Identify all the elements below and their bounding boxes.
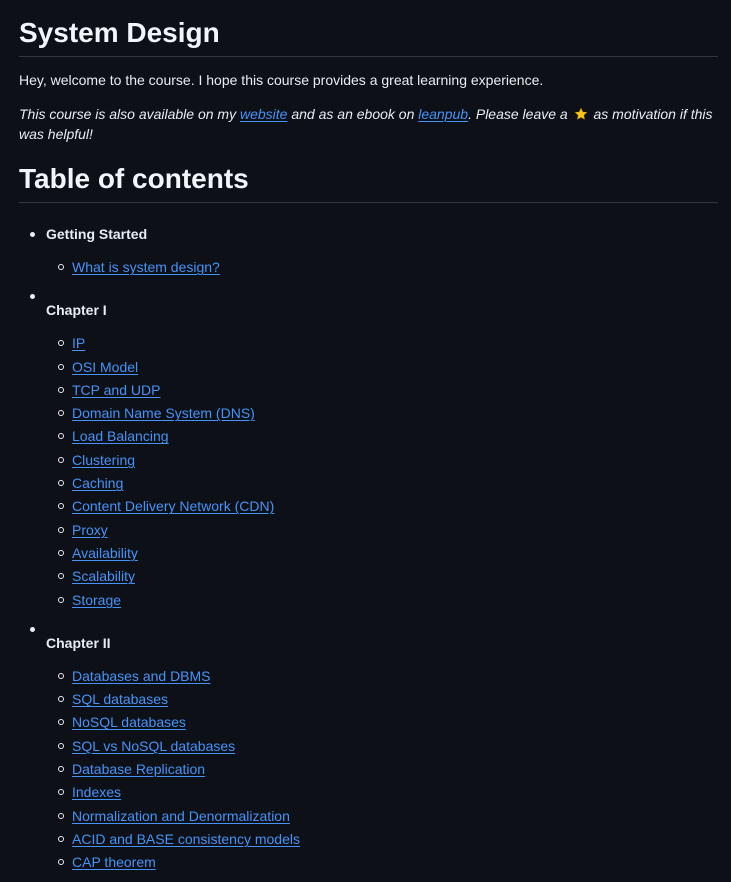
toc-section-chapter-ii xyxy=(19,619,718,876)
toc-subsection-list xyxy=(46,257,718,280)
toc-list-item xyxy=(46,666,718,689)
welcome-text: Hey, welcome to the course. I hope this course provides a great learning experience. xyxy=(19,72,544,88)
toc-link-tcp-and-udp[interactable]: TCP and UDP xyxy=(72,381,161,398)
toc-link-load-balancing[interactable]: Load Balancing xyxy=(72,428,169,445)
toc-list-item xyxy=(46,590,718,613)
toc-list-item xyxy=(46,782,718,805)
toc-list-item xyxy=(46,543,718,566)
table-of-contents xyxy=(19,224,718,876)
toc-link-what-is-system-design[interactable]: What is system design? xyxy=(72,259,220,275)
page-title: System Design xyxy=(19,0,718,57)
toc-link-databases-and-dbms[interactable]: Databases and DBMS xyxy=(72,667,211,684)
toc-link-sql-databases[interactable]: SQL databases xyxy=(72,691,168,708)
toc-list-item xyxy=(46,473,718,496)
toc-subsection-list xyxy=(46,666,718,876)
star-icon xyxy=(574,107,588,121)
toc-link-sql-vs-nosql-databases[interactable]: SQL vs NoSQL databases xyxy=(72,737,236,754)
toc-list-item xyxy=(46,689,718,712)
toc-list-item xyxy=(46,736,718,759)
toc-list-item xyxy=(46,829,718,852)
toc-link-indexes[interactable]: Indexes xyxy=(72,784,122,801)
availability-note xyxy=(19,104,718,144)
toc-list-item xyxy=(46,759,718,782)
toc-link-clustering[interactable]: Clustering xyxy=(72,451,136,468)
toc-list-item xyxy=(46,450,718,473)
note-text-1: This course is also available on my xyxy=(19,106,240,122)
toc-link-storage[interactable]: Storage xyxy=(72,591,122,608)
toc-link-database-replication[interactable]: Database Replication xyxy=(72,761,206,778)
toc-link-scalability[interactable]: Scalability xyxy=(72,568,136,585)
toc-link-caching[interactable]: Caching xyxy=(72,475,124,492)
readme-content xyxy=(19,0,718,882)
toc-link-ip[interactable]: IP xyxy=(72,335,86,352)
toc-link-osi-model[interactable]: OSI Model xyxy=(72,358,139,375)
toc-link-cap-theorem[interactable]: CAP theorem xyxy=(72,854,156,871)
toc-list-item xyxy=(46,806,718,829)
toc-link-domain-name-system-dns[interactable]: Domain Name System (DNS) xyxy=(72,405,255,422)
toc-list-item xyxy=(46,357,718,380)
toc-list-item xyxy=(46,333,718,356)
toc-section-label: Chapter II xyxy=(46,634,111,651)
toc-list-item xyxy=(46,712,718,735)
note-text-4: as motivation if this was helpful! xyxy=(19,106,713,142)
toc-link-normalization-and-denormalization[interactable]: Normalization and Denormalization xyxy=(72,807,290,824)
toc-list-item xyxy=(46,426,718,449)
toc-list-item xyxy=(46,520,718,543)
note-text-2: and as an ebook on xyxy=(287,106,419,122)
toc-section-label: Chapter I xyxy=(46,302,107,319)
toc-heading: Table of contents xyxy=(19,162,718,203)
toc-list-item xyxy=(46,496,718,519)
toc-section-list xyxy=(19,224,718,876)
toc-list-item xyxy=(46,403,718,426)
toc-list-item xyxy=(46,566,718,589)
toc-link-content-delivery-network-cdn[interactable]: Content Delivery Network (CDN) xyxy=(72,498,275,515)
toc-link-availability[interactable]: Availability xyxy=(72,544,138,561)
toc-subsection-list xyxy=(46,333,718,613)
toc-link-nosql-databases[interactable]: NoSQL databases xyxy=(72,714,186,731)
toc-list-item xyxy=(46,380,718,403)
toc-list-item xyxy=(46,257,718,280)
toc-section-label: Getting Started xyxy=(46,226,148,242)
toc-link-acid-and-base-consistency-models[interactable]: ACID and BASE consistency models xyxy=(72,830,300,847)
toc-section-getting-started xyxy=(19,224,718,280)
toc-link-proxy[interactable]: Proxy xyxy=(72,521,108,538)
toc-list-item xyxy=(46,852,718,875)
toc-section-chapter-i xyxy=(19,286,718,613)
leanpub-link[interactable]: leanpub xyxy=(418,106,469,122)
website-link[interactable]: website xyxy=(240,106,288,122)
note-text-3: . Please leave a xyxy=(468,106,572,122)
